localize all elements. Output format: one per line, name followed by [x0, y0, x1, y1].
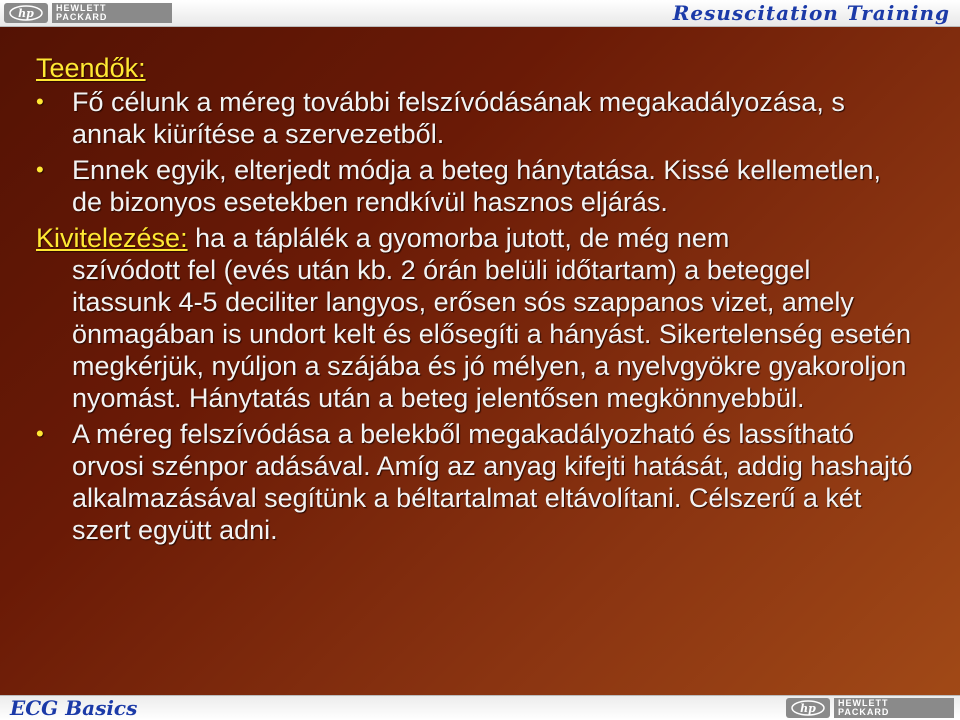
footer-hp-branding: [786, 698, 954, 718]
procedure-paragraph: [36, 222, 916, 414]
bullet-dot-icon: •: [36, 157, 44, 182]
footer-title: ECG Basics: [10, 696, 138, 720]
company-name-line1: HEWLETT: [56, 3, 107, 13]
bullet-text: Fő célunk a méreg további felszívódásának megakadályozása, s annak kiürítése a szervezetből.: [72, 87, 845, 149]
header-title: Resuscitation Training: [672, 1, 950, 25]
bullet-dot-icon: •: [36, 89, 44, 114]
bullet-text: Ennek egyik, elterjedt módja a beteg hánytatása. Kissé kellemetlen, de bizonyos esetekben rendkívül hasznos eljárás.: [72, 155, 881, 217]
company-name-line2: PACKARD: [56, 12, 108, 22]
slide-content: [36, 52, 916, 550]
slide-heading: Teendők:: [36, 53, 146, 83]
hp-logo-icon: [4, 3, 48, 23]
procedure-body: szívódott fel (evés után kb. 2 órán belüli időtartam) a beteggel itassunk 4-5 deciliter langyos, erősen sós szappanos vizet, amely önmagában is undort kelt és elősegíti a hányást. Sikertelenség esetén megkérjük, nyúljon a szájába és jó mélyen, a nyelvgyökre gyakoroljon nyomást. Hánytatás után a beteg jelentősen megkönnyebbül.: [72, 255, 912, 413]
hp-branding: [4, 2, 184, 24]
bullet-item: [36, 154, 916, 218]
procedure-lead: Kivitelezése:: [36, 223, 188, 253]
header-bar: [0, 0, 960, 27]
bullet-item: [36, 418, 916, 546]
footer-company-line1: HEWLETT: [838, 698, 889, 708]
procedure-first-line: ha a táplálék a gyomorba jutott, de még nem: [187, 223, 730, 253]
company-name: [52, 3, 172, 23]
footer-company-name: [834, 698, 954, 718]
footer-company-line2: PACKARD: [838, 707, 890, 717]
bullet-dot-icon: •: [36, 421, 44, 446]
bullet-text: A méreg felszívódása a belekből megakadályozható és lassítható orvosi szénpor adásával. Amíg az anyag kifejti hatását, addig hashajtó alkalmazásával segítünk a béltartalmat eltávolítani. Célszerű a két szert együtt adni.: [72, 419, 913, 545]
svg-text:hp: hp: [800, 702, 816, 715]
hp-logo-icon: [786, 698, 830, 718]
svg-text:hp: hp: [18, 7, 34, 20]
footer-bar: [0, 695, 960, 720]
bullet-item: [36, 86, 916, 150]
